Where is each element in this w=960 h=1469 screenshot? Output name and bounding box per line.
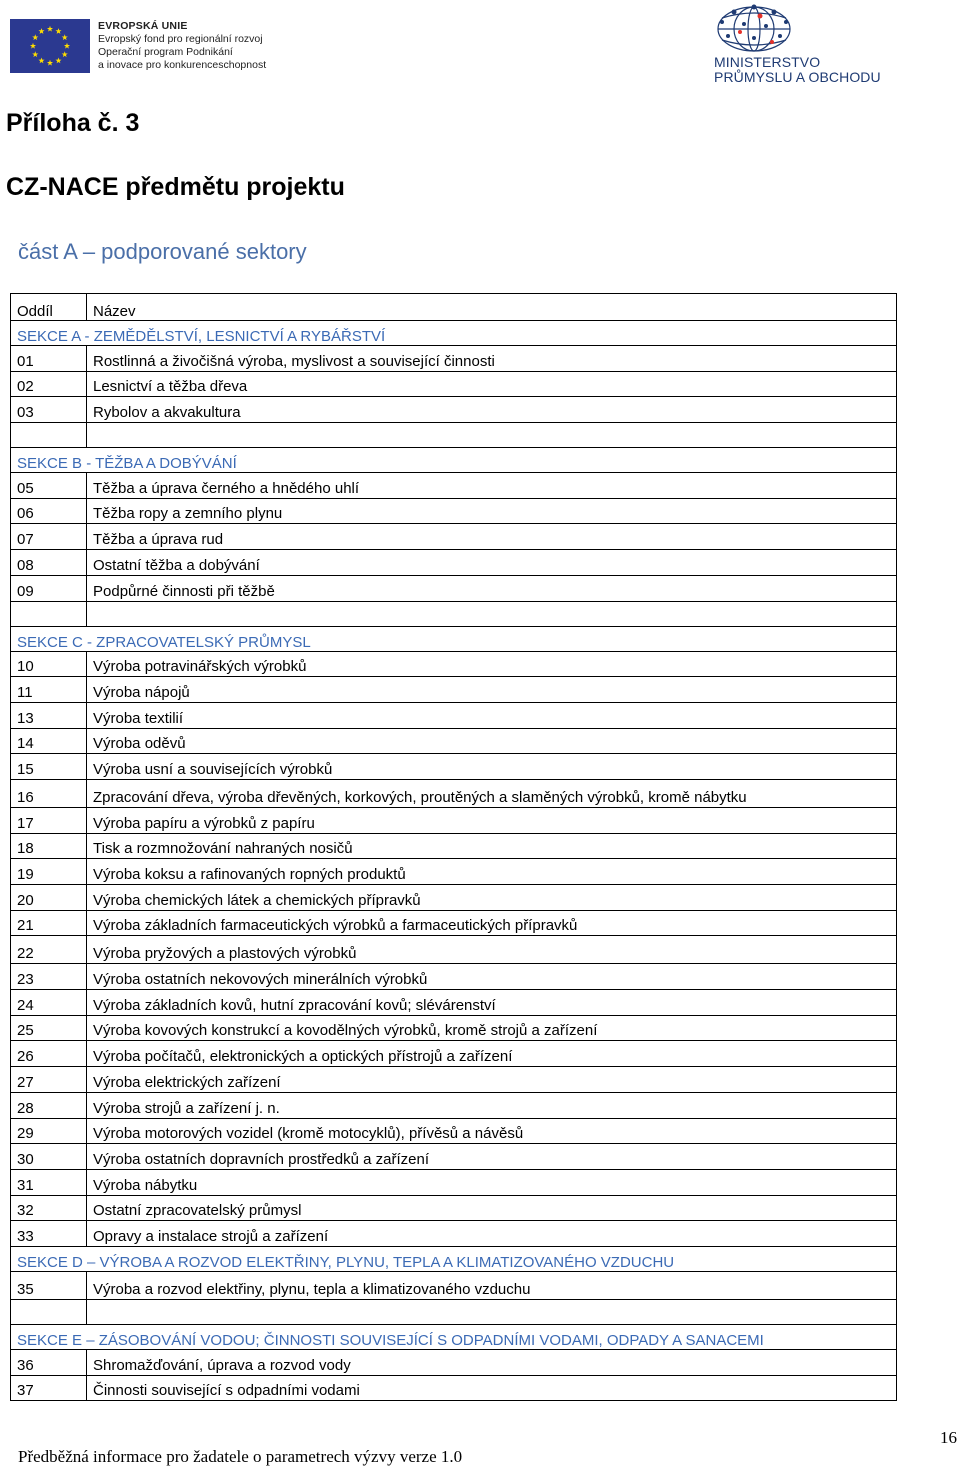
division-code: 09 — [11, 575, 87, 601]
table-row — [11, 1271, 897, 1299]
table-row — [11, 807, 897, 833]
section-heading: SEKCE D – VÝROBA A ROZVOD ELEKTŘINY, PLYNU, TEPLA A KLIMATIZOVANÉHO VZDUCHU — [11, 1246, 897, 1271]
table-row — [11, 575, 897, 601]
division-code: 13 — [11, 702, 87, 728]
section-row — [11, 1246, 897, 1271]
division-code: 05 — [11, 473, 87, 499]
table-row — [11, 1195, 897, 1221]
division-code: 06 — [11, 498, 87, 524]
mpo-logo-text — [714, 55, 881, 85]
table-row — [11, 473, 897, 499]
globe-icon — [714, 4, 794, 54]
division-name: Výroba elektrických zařízení — [87, 1067, 897, 1093]
division-name: Výroba kovových konstrukcí a kovodělných výrobků, kromě strojů a zařízení — [87, 1015, 897, 1041]
eu-logo-line: EVROPSKÁ UNIE — [98, 20, 188, 32]
eu-star-icon — [62, 34, 68, 40]
table-row — [11, 677, 897, 703]
table-row — [11, 779, 897, 807]
division-code: 11 — [11, 677, 87, 703]
division-name: Výroba počítačů, elektronických a optických přístrojů a zařízení — [87, 1041, 897, 1067]
eu-star-icon — [32, 51, 38, 57]
division-name: Výroba chemických látek a chemických přípravků — [87, 885, 897, 911]
division-name: Výroba papíru a výrobků z papíru — [87, 807, 897, 833]
section-row — [11, 1324, 897, 1349]
nace-table — [10, 293, 897, 1401]
division-code: 36 — [11, 1349, 87, 1375]
division-code: 17 — [11, 807, 87, 833]
empty-cell — [87, 601, 897, 626]
division-code: 02 — [11, 371, 87, 397]
division-name: Těžba a úprava rud — [87, 524, 897, 550]
table-row — [11, 754, 897, 780]
eu-star-icon — [47, 26, 53, 32]
eu-star-icon — [55, 58, 61, 64]
table-row — [11, 885, 897, 911]
page-title: CZ-NACE předmětu projektu — [6, 173, 345, 201]
table-row — [11, 1375, 897, 1401]
table-row — [11, 910, 897, 936]
eu-logo-line: Operační program Podnikání — [98, 46, 233, 58]
eu-logo — [10, 19, 266, 73]
division-code: 25 — [11, 1015, 87, 1041]
division-code: 24 — [11, 990, 87, 1016]
division-name: Výroba a rozvod elektřiny, plynu, tepla a klimatizovaného vzduchu — [87, 1271, 897, 1299]
mpo-logo — [714, 4, 884, 84]
division-name: Ostatní těžba a dobývání — [87, 550, 897, 576]
empty-cell — [87, 1299, 897, 1324]
eu-star-icon — [62, 51, 68, 57]
division-code: 37 — [11, 1375, 87, 1401]
division-name: Činnosti související s odpadními vodami — [87, 1375, 897, 1401]
table-row — [11, 371, 897, 397]
eu-star-icon — [47, 60, 53, 66]
division-code: 21 — [11, 910, 87, 936]
division-name: Výroba textilií — [87, 702, 897, 728]
division-name: Výroba potravinářských výrobků — [87, 651, 897, 677]
table-row — [11, 397, 897, 423]
division-code: 15 — [11, 754, 87, 780]
section-row — [11, 321, 897, 346]
empty-cell — [11, 423, 87, 448]
column-header-name: Název — [87, 294, 897, 321]
table-row — [11, 859, 897, 885]
division-name: Tisk a rozmnožování nahraných nosičů — [87, 833, 897, 859]
table-row — [11, 1067, 897, 1093]
eu-star-icon — [38, 28, 44, 34]
footer-text: Předběžná informace pro žadatele o parametrech výzvy verze 1.0 — [18, 1447, 463, 1466]
table-row — [11, 990, 897, 1016]
table-row — [11, 498, 897, 524]
division-code: 10 — [11, 651, 87, 677]
division-name: Výroba nápojů — [87, 677, 897, 703]
division-code: 27 — [11, 1067, 87, 1093]
page-subtitle: část A – podporované sektory — [18, 239, 307, 264]
section-heading: SEKCE B - TĚŽBA A DOBÝVÁNÍ — [11, 448, 897, 473]
division-code: 01 — [11, 346, 87, 372]
division-name: Shromažďování, úprava a rozvod vody — [87, 1349, 897, 1375]
table-row — [11, 936, 897, 964]
division-code: 14 — [11, 728, 87, 754]
mpo-logo-line: PRŮMYSLU A OBCHODU — [714, 69, 881, 85]
division-code: 30 — [11, 1144, 87, 1170]
division-name: Těžba a úprava černého a hnědého uhlí — [87, 473, 897, 499]
empty-row — [11, 423, 897, 448]
eu-star-icon — [64, 43, 70, 49]
division-code: 03 — [11, 397, 87, 423]
eu-star-icon — [38, 58, 44, 64]
division-code: 26 — [11, 1041, 87, 1067]
division-code: 28 — [11, 1092, 87, 1118]
empty-cell — [11, 601, 87, 626]
table-row — [11, 833, 897, 859]
division-code: 07 — [11, 524, 87, 550]
division-code: 31 — [11, 1169, 87, 1195]
section-heading: SEKCE C - ZPRACOVATELSKÝ PRŮMYSL — [11, 626, 897, 651]
division-name: Výroba nábytku — [87, 1169, 897, 1195]
eu-star-icon — [55, 28, 61, 34]
division-code: 19 — [11, 859, 87, 885]
page-number: 16 — [940, 1428, 957, 1447]
table-row — [11, 1221, 897, 1247]
appendix-heading: Příloha č. 3 — [6, 109, 140, 137]
table-row — [11, 1144, 897, 1170]
division-name: Výroba oděvů — [87, 728, 897, 754]
mpo-logo-line: MINISTERSTVO — [714, 54, 821, 70]
division-code: 29 — [11, 1118, 87, 1144]
table-row — [11, 702, 897, 728]
eu-logo-line: Evropský fond pro regionální rozvoj — [98, 33, 263, 45]
division-name: Výroba ostatních dopravních prostředků a zařízení — [87, 1144, 897, 1170]
section-heading: SEKCE E – ZÁSOBOVÁNÍ VODOU; ČINNOSTI SOUVISEJÍCÍ S ODPADNÍMI VODAMI, ODPADY A SANACEMI — [11, 1324, 897, 1349]
table-row — [11, 1349, 897, 1375]
eu-flag-icon — [10, 19, 90, 73]
division-code: 22 — [11, 936, 87, 964]
division-code: 20 — [11, 885, 87, 911]
column-header-code: Oddíl — [11, 294, 87, 321]
division-code: 32 — [11, 1195, 87, 1221]
division-name: Zpracování dřeva, výroba dřevěných, korkových, proutěných a slaměných výrobků, kromě nábytku — [87, 779, 897, 807]
empty-row — [11, 601, 897, 626]
division-name: Rybolov a akvakultura — [87, 397, 897, 423]
division-code: 08 — [11, 550, 87, 576]
section-heading: SEKCE A - ZEMĚDĚLSTVÍ, LESNICTVÍ A RYBÁŘSTVÍ — [11, 321, 897, 346]
division-name: Rostlinná a živočišná výroba, myslivost a související činnosti — [87, 346, 897, 372]
division-name: Výroba ostatních nekovových minerálních výrobků — [87, 964, 897, 990]
eu-logo-text — [98, 20, 266, 72]
table-row — [11, 1118, 897, 1144]
table-row — [11, 1015, 897, 1041]
division-code: 35 — [11, 1271, 87, 1299]
division-name: Těžba ropy a zemního plynu — [87, 498, 897, 524]
division-name: Výroba pryžových a plastových výrobků — [87, 936, 897, 964]
eu-logo-line: a inovace pro konkurenceschopnost — [98, 59, 267, 71]
division-name: Výroba základních kovů, hutní zpracování kovů; slévárenství — [87, 990, 897, 1016]
table-row — [11, 1092, 897, 1118]
eu-star-icon — [30, 43, 36, 49]
section-row — [11, 626, 897, 651]
division-name: Ostatní zpracovatelský průmysl — [87, 1195, 897, 1221]
division-name: Opravy a instalace strojů a zařízení — [87, 1221, 897, 1247]
table-row — [11, 346, 897, 372]
division-code: 33 — [11, 1221, 87, 1247]
division-name: Výroba motorových vozidel (kromě motocyklů), přívěsů a návěsů — [87, 1118, 897, 1144]
table-header-row — [11, 294, 897, 321]
division-code: 18 — [11, 833, 87, 859]
empty-cell — [11, 1299, 87, 1324]
division-name: Lesnictví a těžba dřeva — [87, 371, 897, 397]
empty-row — [11, 1299, 897, 1324]
table-row — [11, 728, 897, 754]
division-code: 23 — [11, 964, 87, 990]
division-code: 16 — [11, 779, 87, 807]
section-row — [11, 448, 897, 473]
table-row — [11, 651, 897, 677]
table-row — [11, 964, 897, 990]
empty-cell — [87, 423, 897, 448]
table-row — [11, 550, 897, 576]
division-name: Podpůrné činnosti při těžbě — [87, 575, 897, 601]
table-row — [11, 1041, 897, 1067]
table-row — [11, 1169, 897, 1195]
division-name: Výroba strojů a zařízení j. n. — [87, 1092, 897, 1118]
division-name: Výroba usní a souvisejících výrobků — [87, 754, 897, 780]
division-name: Výroba koksu a rafinovaných ropných produktů — [87, 859, 897, 885]
table-row — [11, 524, 897, 550]
eu-star-icon — [32, 34, 38, 40]
division-name: Výroba základních farmaceutických výrobků a farmaceutických přípravků — [87, 910, 897, 936]
